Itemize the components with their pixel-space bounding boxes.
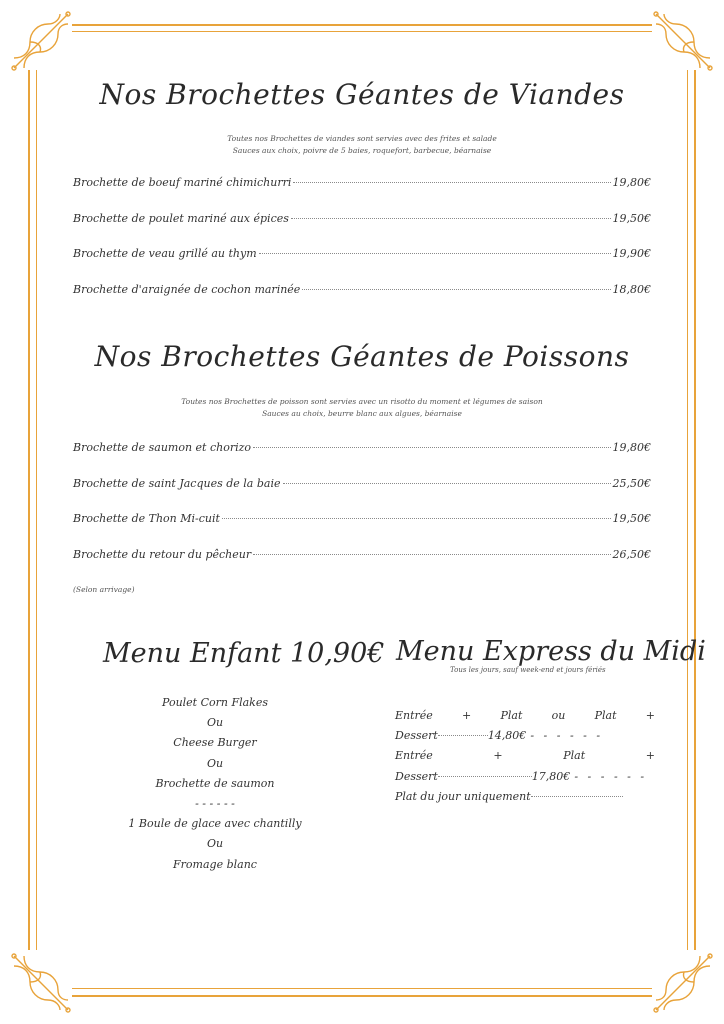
menu-item (73, 283, 651, 319)
fish-availability-note: (Selon arrivage) (73, 585, 135, 594)
menu-item-price: 26,50€ (612, 547, 651, 561)
express-price: 17,80€ (531, 769, 571, 783)
dot-leader (222, 518, 611, 519)
express-dash: - - - - - - (530, 729, 604, 743)
express-term: + (462, 709, 472, 722)
express-row (395, 726, 655, 746)
frame-left-outer (28, 70, 30, 950)
express-term: Dessert (395, 729, 438, 743)
express-price: 14,80€ (487, 729, 527, 743)
express-row (395, 706, 655, 726)
express-term: Dessert (395, 769, 438, 783)
express-term: Plat (563, 749, 586, 763)
meat-subtitle-line: Sauces aux choix, poivre de 5 baies, roquefort, barbecue, béarnaise (232, 146, 492, 155)
frame-left-inner (36, 70, 37, 950)
express-term: + (645, 709, 655, 722)
corner-ornament-bottom-right-icon (652, 952, 714, 1014)
menu-item-name: Brochette de saint Jacques de la baie (73, 476, 281, 490)
menu-item-price: 19,80€ (612, 441, 651, 454)
frame-right-outer (694, 70, 696, 950)
kids-menu-line: Cheese Burger (173, 736, 257, 750)
kids-menu-line: Fromage blanc (173, 857, 257, 871)
kids-menu-line: Poulet Corn Flakes (161, 696, 268, 709)
dot-leader (259, 253, 611, 254)
menu-item (73, 548, 651, 584)
kids-menu-line: Ou (206, 756, 224, 770)
dot-leader (283, 483, 611, 484)
express-dash: - - - - - - (574, 769, 648, 783)
kids-menu-line: Ou (206, 837, 224, 851)
frame-bottom-outer (72, 995, 652, 997)
dot-leader (291, 218, 611, 219)
dot-leader (293, 182, 610, 183)
menu-item-price: 25,50€ (612, 476, 651, 490)
kids-menu-line: Ou (206, 716, 224, 730)
dot-leader (302, 289, 610, 290)
frame-top-outer (72, 24, 652, 26)
kids-menu-line: 1 Boule de glace avec chantilly (128, 817, 302, 831)
fish-menu-list (73, 441, 651, 583)
express-term: Plat du jour uniquement (395, 789, 531, 803)
dot-leader (253, 554, 610, 555)
menu-item-name: Brochette de Thon Mi-cuit (73, 512, 220, 525)
meat-menu-list (73, 176, 651, 318)
meat-subtitle-line: Toutes nos Brochettes de viandes sont servies avec des frites et salade (227, 134, 497, 143)
express-term: Plat (500, 709, 523, 722)
fish-subtitle-line: Sauces au choix, beurre blanc aux algues, béarnaise (262, 409, 462, 418)
dot-leader (253, 447, 610, 448)
menu-item-price: 19,50€ (612, 512, 651, 525)
menu-item-name: Brochette du retour du pêcheur (73, 547, 252, 561)
fish-subtitle-line: Toutes nos Brochettes de poisson sont servies avec un risotto du moment et légumes de saison (181, 397, 543, 406)
menu-item-price: 19,90€ (612, 247, 651, 260)
kids-menu-title: Menu Enfant 10,90€ (103, 638, 385, 669)
express-menu-body (395, 706, 655, 807)
fish-section-title: Nos Brochettes Géantes de Poissons (94, 340, 630, 373)
kids-menu-list (95, 693, 335, 875)
menu-item-name: Brochette de saumon et chorizo (73, 441, 252, 454)
express-row (395, 746, 655, 766)
dot-leader (438, 735, 488, 736)
menu-item-price: 18,80€ (612, 282, 651, 296)
menu-item-price: 19,50€ (612, 211, 651, 225)
express-menu-subtitle: Tous les jours, sauf week-end et jours fériés (450, 666, 606, 674)
menu-item (73, 176, 651, 212)
kids-menu-line: - - - - - - (195, 796, 235, 810)
express-term: Plat (594, 709, 617, 722)
dot-leader (531, 796, 623, 797)
menu-item (73, 477, 651, 513)
menu-item-name: Brochette d'araignée de cochon marinée (73, 282, 301, 296)
menu-item-price: 19,80€ (612, 176, 651, 189)
fish-section-subtitle (0, 396, 724, 420)
menu-item-name: Brochette de poulet mariné aux épices (73, 211, 289, 225)
express-row (395, 787, 655, 807)
meat-section-subtitle (0, 133, 724, 157)
express-term: + (493, 749, 503, 763)
kids-menu-line: Brochette de saumon (155, 776, 275, 790)
frame-top-inner (72, 31, 652, 32)
express-term: ou (551, 709, 566, 722)
menu-item (73, 212, 651, 248)
express-term: + (645, 749, 655, 763)
frame-right-inner (687, 70, 688, 950)
corner-ornament-bottom-left-icon (10, 952, 72, 1014)
dot-leader (438, 776, 532, 777)
meat-section-title: Nos Brochettes Géantes de Viandes (99, 78, 625, 111)
express-menu-title: Menu Express du Midi (396, 636, 706, 667)
corner-ornament-top-left-icon (10, 10, 72, 72)
menu-item (73, 512, 651, 548)
corner-ornament-top-right-icon (652, 10, 714, 72)
express-term: Entrée (395, 749, 433, 763)
menu-item-name: Brochette de veau grillé au thym (73, 247, 257, 260)
menu-item (73, 441, 651, 477)
express-term: Entrée (395, 709, 433, 722)
menu-item (73, 247, 651, 283)
frame-bottom-inner (72, 988, 652, 989)
menu-item-name: Brochette de boeuf mariné chimichurri (73, 176, 292, 189)
express-row (395, 767, 655, 787)
